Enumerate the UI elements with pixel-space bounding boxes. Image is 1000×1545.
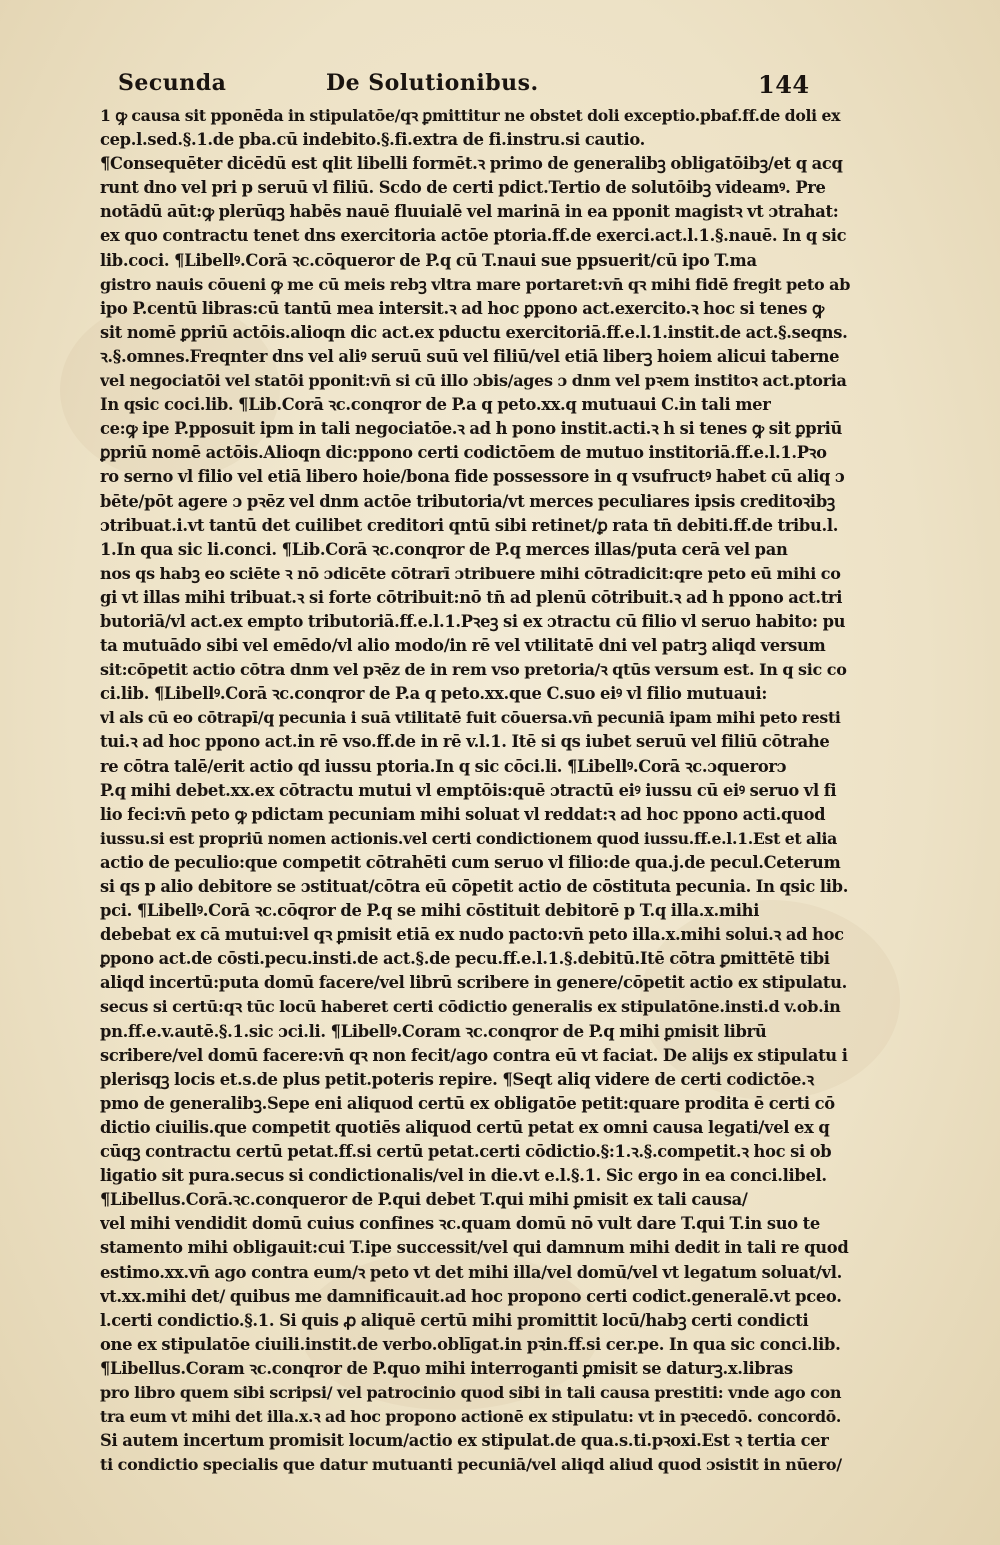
text-line: ci.lib. ¶Libellꝰ.Corā ꝛc.conqror de P.a q peto.xx.que C.suo eiꝰ vl filio mutuaui: <box>100 684 768 704</box>
text-line: Si autem incertum promisit locum/actio ex stipulat.de qua.s.ti.pꝛoxi.Est ꝛ tertia cer <box>100 1431 829 1451</box>
text-line: pci. ¶Libellꝰ.Corā ꝛc.cōqror de P.q se mihi cōstituit debitorē p T.q illa.x.mihi <box>100 901 760 921</box>
running-header <box>118 70 818 102</box>
text-line: gistro nauis cōueni ꝙ me cū meis rebꝫ vltra mare portaret:vn̄ qꝛ mihi fidē fregit peto ab <box>100 274 850 294</box>
text-line: plerisqꝫ locis et.s.de plus petit.poteris repire. ¶Seqt aliq videre de certi codictōe.ꝛ <box>100 1069 814 1089</box>
text-line: debebat ex cā mutui:vel qꝛ ꝑmisit etiā ex nudo pacto:vn̄ peto illa.x.mihi solui.ꝛ ad hoc <box>100 925 844 945</box>
text-line: ex quo contractu tenet dns exercitoria actōe ptoria.ff.de exerci.act.l.1.§.nauē. In q sic <box>100 226 847 246</box>
text-line: ꝑpono act.de cōsti.pecu.insti.de act.§.de pecu.ff.e.l.1.§.debitū.Itē cōtra ꝑmittētē tibi <box>100 949 830 969</box>
text-line: re cōtra talē/erit actio qd iussu ptoria.In q sic cōci.li. ¶Libellꝰ.Corā ꝛc.ɔquerorɔ <box>100 756 787 776</box>
text-line: ipo P.centū libras:cū tantū mea intersit.ꝛ ad hoc ꝑpono act.exercito.ꝛ hoc si tenes ꝙ <box>100 298 824 318</box>
text-line: pn.ff.e.v.autē.§.1.sic ɔci.li. ¶Libellꝰ.Coram ꝛc.conqror de P.q mihi ꝑmisit librū <box>100 1021 767 1041</box>
text-line: In qsic coci.lib. ¶Lib.Corā ꝛc.conqror de P.a q peto.xx.q mutuaui C.in tali mer <box>100 395 771 415</box>
text-line: sit:cōpetit actio cōtra dnm vel pꝛēz de in rem vso pretoria/ꝛ qtūs versum est. In q sic co <box>100 660 847 680</box>
text-line: vel negociatōi vel statōi pponit:vn̄ si cū illo ɔbis/ages ɔ dnm vel pꝛem institoꝛ act.ptoria <box>100 371 847 391</box>
text-line: ꝑpriū nomē actōis.Alioqn dic:ppono certi codictōem de mutuo institoriā.ff.e.l.1.Pꝛo <box>100 443 827 463</box>
text-line: nos qs habꝫ eo sciēte ꝛ nō ɔdicēte cōtrarī ɔtribuere mihi cōtradicit:qre peto eū mihi co <box>100 563 841 583</box>
text-line: lib.coci. ¶Libellꝰ.Corā ꝛc.cōqueror de P.q cū T.naui sue ppsuerit/cū ipo T.ma <box>100 250 757 270</box>
text-line: si qs p alio debitore se ɔstituat/cōtra eū cōpetit actio de cōstituta pecunia. In qsic lib. <box>100 877 849 896</box>
text-line: butoriā/vl act.ex empto tributoriā.ff.e.l.1.Pꝛeꝫ si ex ɔtractu cū filio vl seruo habito: pu <box>100 611 846 631</box>
text-line: ro serno vl filio vel etiā libero hoie/bona fide possessore in q vsufructꝰ habet cū aliq ɔ <box>100 467 845 487</box>
text-line: iussu.si est propriū nomen actionis.vel certi condictionem quod iussu.ff.e.l.1.Est et alia <box>100 828 838 848</box>
text-line: estimo.xx.vn̄ ago contra eum/ꝛ peto vt det mihi illa/vel domū/vel vt legatum soluat/vl. <box>100 1262 842 1282</box>
text-line: pmo de generalibꝫ.Sepe eni aliquod certū ex obligatōe petit:quare prodita ē certi cō <box>100 1093 835 1113</box>
text-line: 1 ꝙ causa sit pponēda in stipulatōe/qꝛ ꝑmittitur ne obstet doli exceptio.pbaf.ff.de doli ex <box>100 106 841 125</box>
text-line: vel mihi vendidit domū cuius confines ꝛc.quam domū nō vult dare T.qui T.in suo te <box>100 1214 820 1234</box>
text-line: ɔtribuat.i.vt tantū det cuilibet creditori qntū sibi retinet/ꝑ rata tn̄ debiti.ff.de tribu.l. <box>100 515 839 535</box>
header-left: Secunda <box>118 70 227 96</box>
text-line: notādū aūt:ꝙ plerūqꝫ habēs nauē fluuialē vel marinā in ea pponit magistꝛ vt ɔtrahat: <box>100 202 839 222</box>
text-line: aliqd incertū:puta domū facere/vel librū scribere in genere/cōpetit actio ex stipulatu. <box>100 973 848 993</box>
text-line: 1.In qua sic li.conci. ¶Lib.Corā ꝛc.conqror de P.q merces illas/puta cerā vel pan <box>100 539 788 559</box>
page-number: 144 <box>758 70 810 99</box>
text-line: secus si certū:qꝛ tūc locū haberet certi cōdictio generalis ex stipulatōne.insti.d v.ob.in <box>100 997 841 1017</box>
text-line: cep.l.sed.§.1.de pba.cū indebito.§.fi.extra de fi.instru.si cautio. <box>100 130 645 150</box>
text-line: vl als cū eo cōtrapī/q pecunia i suā vtilitatē fuit cōuersa.vn̄ pecuniā ipam mihi peto resti <box>100 708 841 728</box>
text-body <box>100 104 850 1477</box>
text-line: ligatio sit pura.secus si condictionalis/vel in die.vt e.l.§.1. Sic ergo in ea conci.libel. <box>100 1166 827 1186</box>
text-line: tra eum vt mihi det illa.x.ꝛ ad hoc propono actionē ex stipulatu: vt in pꝛecedō. concordō. <box>100 1407 842 1427</box>
text-line: ¶Libellus.Corā.ꝛc.conqueror de P.qui debet T.qui mihi ꝑmisit ex tali causa/ <box>100 1190 748 1210</box>
text-line: ti condictio specialis que datur mutuanti pecuniā/vel aliqd aliud quod ɔsistit in nūero/ <box>100 1455 842 1475</box>
text-line: P.q mihi debet.xx.ex cōtractu mutui vl emptōis:quē ɔtractū eiꝰ iussu cū eiꝰ seruo vl fi <box>100 780 837 800</box>
text-line: sit nomē ꝑpriū actōis.alioqn dic act.ex pductu exercitoriā.ff.e.l.1.instit.de act.§.seqns. <box>100 322 848 342</box>
text-line: stamento mihi obligauit:cui T.ipe successit/vel qui damnum mihi dedit in tali re quod <box>100 1238 849 1258</box>
text-line: scribere/vel domū facere:vn̄ qꝛ non fecit/ago contra eū vt faciat. De alijs ex stipulatu i <box>100 1045 848 1065</box>
text-line: dictio ciuilis.que competit quotiēs aliquod certū petat ex omni causa legati/vel ex q <box>100 1117 830 1137</box>
text-line: lio feci:vn̄ peto ꝙ pdictam pecuniam mihi soluat vl reddat:ꝛ ad hoc ppono acti.quod <box>100 804 826 824</box>
text-line: pro libro quem sibi scripsi/ vel patrocinio quod sibi in tali causa prestiti: vnde ago con <box>100 1382 842 1402</box>
text-line: tui.ꝛ ad hoc ppono act.in rē vso.ff.de in rē v.l.1. Itē si qs iubet seruū vel filiū cōtrahe <box>100 732 830 752</box>
text-line: ta mutuādo sibi vel emēdo/vl alio modo/in rē vel vtilitatē dni vel patrꝫ aliqd versum <box>100 636 826 656</box>
text-line: runt dno vel pri p seruū vl filiū. Scdo de certi pdict.Tertio de solutōibꝫ videamꝰ. Pre <box>100 178 826 198</box>
text-line: actio de peculio:que competit cōtrahēti cum seruo vl filio:de qua.j.de pecul.Ceterum <box>100 852 841 872</box>
text-line: l.certi condictio.§.1. Si quis ꝓ aliquē certū mihi promittit locū/habꝫ certi condicti <box>100 1310 809 1330</box>
text-line: vt.xx.mihi det/ quibus me damnificauit.ad hoc propono certi codict.generalē.vt pceo. <box>100 1286 842 1306</box>
text-line: one ex stipulatōe ciuili.instit.de verbo.oblīgat.in pꝛin.ff.si cer.pe. In qua sic conci.lib. <box>100 1334 841 1354</box>
text-line: bēte/pōt agere ɔ pꝛēz vel dnm actōe tributoria/vt merces peculiares ipsis creditoꝛibꝫ <box>100 491 835 511</box>
header-title: De Solutionibus. <box>326 70 539 96</box>
text-line: cūqꝫ contractu certū petat.ff.si certū petat.certi cōdictio.§:1.ꝛ.§.competit.ꝛ hoc si ob <box>100 1142 832 1162</box>
text-line: ¶Libellus.Coram ꝛc.conqror de P.quo mihi interroganti ꝑmisit se daturꝫ.x.libras <box>100 1358 793 1378</box>
text-line: ¶Consequēter dicēdū est qlit libelli formēt.ꝛ primo de generalibꝫ obligatōibꝫ/et q acq <box>100 154 843 174</box>
text-line: ce:ꝙ ipe P.pposuit ipm in tali negociatōe.ꝛ ad h pono instit.acti.ꝛ h si tenes ꝙ sit ꝑpriū <box>100 419 843 439</box>
text-line: ꝛ.§.omnes.Freqnter dns vel aliꝰ seruū suū vel filiū/vel etiā liberꝫ hoiem alicui taberne <box>100 346 840 366</box>
text-line: gi vt illas mihi tribuat.ꝛ si forte cōtribuit:nō tn̄ ad plenū cōtribuit.ꝛ ad h ppono act.tri <box>100 587 843 607</box>
